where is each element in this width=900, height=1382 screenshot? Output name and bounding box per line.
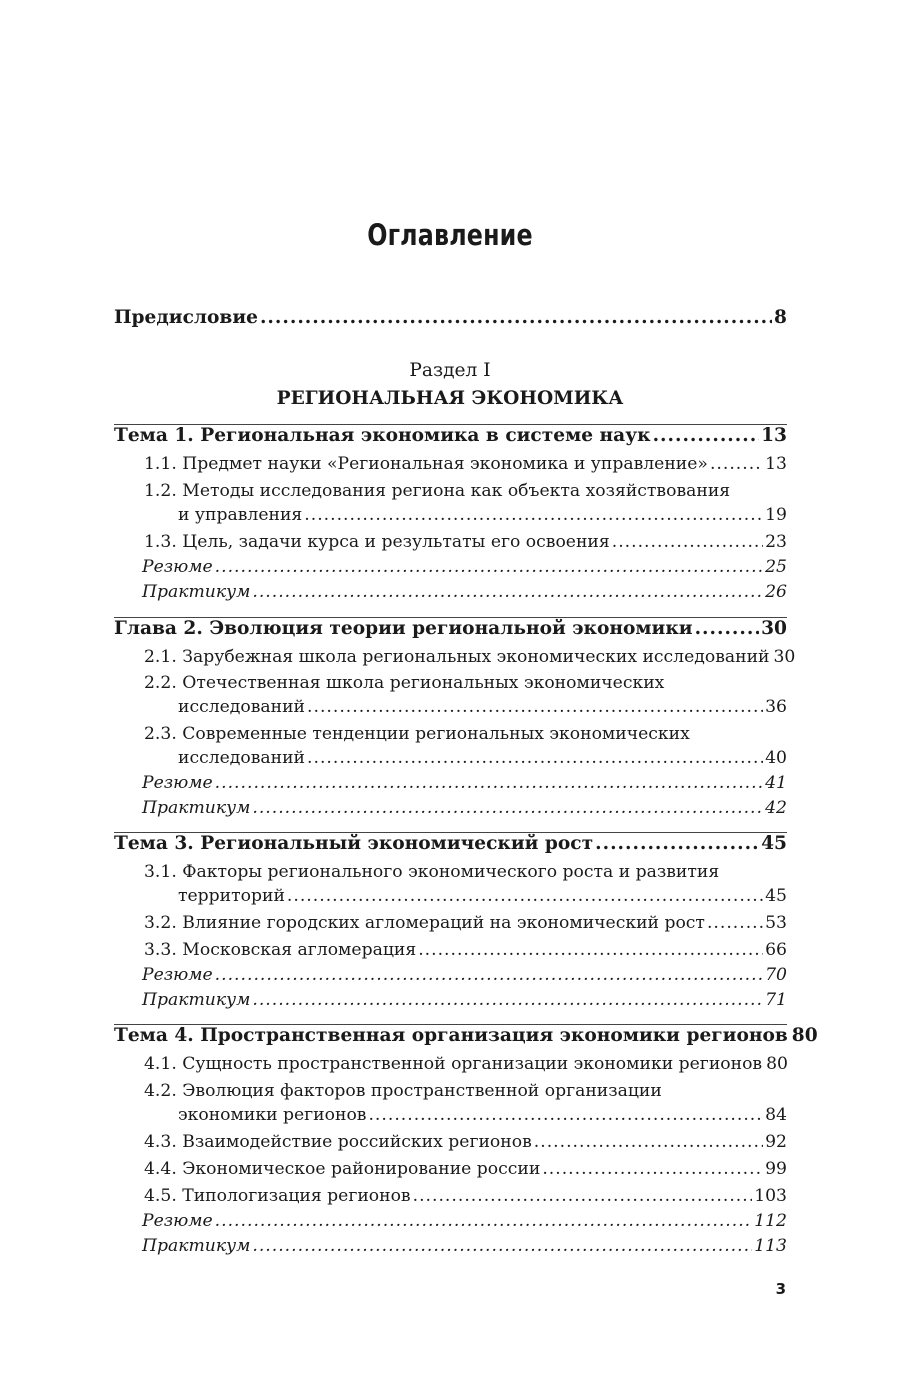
leader-dots bbox=[653, 425, 760, 447]
toc-chapter-heading[interactable] bbox=[114, 425, 787, 447]
toc-summary[interactable] bbox=[142, 1210, 787, 1232]
page-title: Оглавление bbox=[367, 218, 533, 252]
toc-page: 40 bbox=[765, 748, 787, 768]
leader-dots bbox=[252, 989, 763, 1011]
divider bbox=[114, 832, 787, 833]
toc-label: Практикум bbox=[142, 798, 251, 818]
toc-page: 36 bbox=[765, 697, 787, 717]
leader-dots bbox=[215, 1210, 753, 1232]
toc-item-line[interactable]: 2.3. Современные тенденции региональных экономических bbox=[144, 724, 690, 744]
toc-item[interactable] bbox=[144, 646, 796, 668]
toc-label: 4.4. Экономическое районирование россии bbox=[144, 1159, 541, 1179]
toc-item[interactable] bbox=[178, 696, 787, 718]
toc-label: 4.3. Взаимодействие российских регионов bbox=[144, 1132, 532, 1152]
toc-page: 26 bbox=[765, 582, 787, 602]
toc-page: 42 bbox=[765, 798, 787, 818]
toc-page: 112 bbox=[754, 1211, 787, 1231]
toc-page: 25 bbox=[765, 557, 787, 577]
toc-page: 80 bbox=[791, 1025, 818, 1046]
leader-dots bbox=[252, 797, 763, 819]
page-number: 3 bbox=[775, 1280, 786, 1298]
leader-dots bbox=[707, 912, 763, 934]
toc-label: Глава 2. Эволюция теории региональной экономики bbox=[114, 618, 693, 639]
toc-chapter-heading[interactable] bbox=[114, 1025, 818, 1047]
toc-item[interactable] bbox=[144, 453, 787, 475]
toc-label: 1.1. Предмет науки «Региональная экономика и управление» bbox=[144, 454, 708, 474]
leader-dots bbox=[542, 1158, 763, 1180]
leader-dots bbox=[612, 531, 763, 553]
toc-page: 13 bbox=[765, 454, 787, 474]
section-name: РЕГИОНАЛЬНАЯ ЭКОНОМИКА bbox=[276, 388, 624, 409]
toc-page: 19 bbox=[765, 505, 787, 525]
toc-page: 84 bbox=[765, 1105, 787, 1125]
toc-chapter-heading[interactable] bbox=[114, 833, 787, 855]
toc-page: 45 bbox=[765, 886, 787, 906]
leader-dots bbox=[595, 833, 759, 855]
leader-dots bbox=[252, 1235, 752, 1257]
toc-item[interactable] bbox=[178, 504, 787, 526]
leader-dots bbox=[534, 1131, 763, 1153]
toc-item[interactable] bbox=[144, 531, 787, 553]
toc-label: Резюме bbox=[142, 965, 213, 985]
leader-dots bbox=[413, 1185, 753, 1207]
leader-dots bbox=[710, 453, 763, 475]
leader-dots bbox=[418, 939, 763, 961]
toc-page: 30 bbox=[773, 647, 796, 667]
toc-item-line[interactable]: 3.1. Факторы регионального экономического роста и развития bbox=[144, 862, 720, 882]
toc-label: исследований bbox=[178, 748, 306, 768]
toc-item[interactable] bbox=[144, 1053, 787, 1075]
leader-dots bbox=[695, 618, 760, 640]
toc-label: Тема 3. Региональный экономический рост bbox=[114, 833, 594, 854]
toc-item[interactable] bbox=[178, 885, 787, 907]
toc-label: Резюме bbox=[142, 773, 213, 793]
toc-item[interactable] bbox=[144, 912, 787, 934]
divider bbox=[114, 617, 787, 618]
toc-page: 53 bbox=[765, 913, 787, 933]
toc-page: 70 bbox=[765, 965, 787, 985]
toc-label: и управления bbox=[178, 505, 303, 525]
toc-practice[interactable] bbox=[142, 1235, 787, 1257]
toc-page: 23 bbox=[765, 532, 787, 552]
toc-page: 45 bbox=[761, 833, 787, 854]
toc-label: исследований bbox=[178, 697, 306, 717]
toc-label: Практикум bbox=[142, 582, 251, 602]
toc-summary[interactable] bbox=[142, 964, 787, 986]
toc-page: 66 bbox=[765, 940, 787, 960]
leader-dots bbox=[304, 504, 763, 526]
toc-page: 80 bbox=[766, 1054, 788, 1074]
toc-item[interactable] bbox=[178, 1104, 787, 1126]
toc-item[interactable] bbox=[178, 747, 787, 769]
leader-dots bbox=[287, 885, 763, 907]
toc-label: Практикум bbox=[142, 990, 251, 1010]
divider bbox=[114, 1024, 787, 1025]
leader-dots bbox=[215, 964, 763, 986]
toc-item-line[interactable]: 2.2. Отечественная школа региональных экономических bbox=[144, 673, 665, 693]
leader-dots bbox=[307, 696, 763, 718]
toc-summary[interactable] bbox=[142, 772, 787, 794]
section-number: Раздел I bbox=[409, 360, 491, 381]
toc-item[interactable] bbox=[144, 939, 787, 961]
toc-item-line[interactable]: 1.2. Методы исследования региона как объекта хозяйствования bbox=[144, 481, 731, 501]
toc-label: Тема 4. Пространственная организация экономики регионов bbox=[114, 1025, 788, 1046]
toc-page: 8 bbox=[774, 307, 787, 328]
toc-summary[interactable] bbox=[142, 556, 787, 578]
toc-label: Резюме bbox=[142, 557, 213, 577]
toc-entry-preface[interactable] bbox=[114, 307, 787, 329]
toc-page: 41 bbox=[765, 773, 787, 793]
toc-label: Практикум bbox=[142, 1236, 251, 1256]
toc-label: территорий bbox=[178, 886, 285, 906]
toc-item[interactable] bbox=[144, 1185, 787, 1207]
toc-item[interactable] bbox=[144, 1158, 787, 1180]
toc-item[interactable] bbox=[144, 1131, 787, 1153]
leader-dots bbox=[368, 1104, 763, 1126]
toc-label: Тема 1. Региональная экономика в системе наук bbox=[114, 425, 651, 446]
toc-label: 4.1. Сущность пространственной организации экономики регионов bbox=[144, 1054, 763, 1074]
leader-dots bbox=[215, 772, 763, 794]
leader-dots bbox=[307, 747, 763, 769]
toc-page: 113 bbox=[754, 1236, 787, 1256]
divider bbox=[114, 424, 787, 425]
leader-dots bbox=[252, 581, 763, 603]
toc-page: 13 bbox=[761, 425, 787, 446]
toc-item-line[interactable]: 4.2. Эволюция факторов пространственной организации bbox=[144, 1081, 662, 1101]
toc-label: 3.3. Московская агломерация bbox=[144, 940, 417, 960]
toc-chapter-heading[interactable] bbox=[114, 618, 787, 640]
toc-page: 103 bbox=[754, 1186, 787, 1206]
leader-dots bbox=[260, 307, 772, 329]
toc-label: 1.3. Цель, задачи курса и результаты его освоения bbox=[144, 532, 610, 552]
toc-page: 92 bbox=[765, 1132, 787, 1152]
toc-label: Предисловие bbox=[114, 307, 258, 328]
toc-practice[interactable] bbox=[142, 797, 787, 819]
toc-page: 71 bbox=[765, 990, 787, 1010]
toc-label: 3.2. Влияние городских агломераций на экономический рост bbox=[144, 913, 705, 933]
toc-label: 2.1. Зарубежная школа региональных экономических исследований bbox=[144, 647, 770, 667]
toc-label: Резюме bbox=[142, 1211, 213, 1231]
leader-dots bbox=[215, 556, 763, 578]
toc-label: 4.5. Типологизация регионов bbox=[144, 1186, 411, 1206]
toc-practice[interactable] bbox=[142, 989, 787, 1011]
toc-page: 30 bbox=[761, 618, 787, 639]
toc-page: 99 bbox=[765, 1159, 787, 1179]
toc-practice[interactable] bbox=[142, 581, 787, 603]
toc-label: экономики регионов bbox=[178, 1105, 367, 1125]
